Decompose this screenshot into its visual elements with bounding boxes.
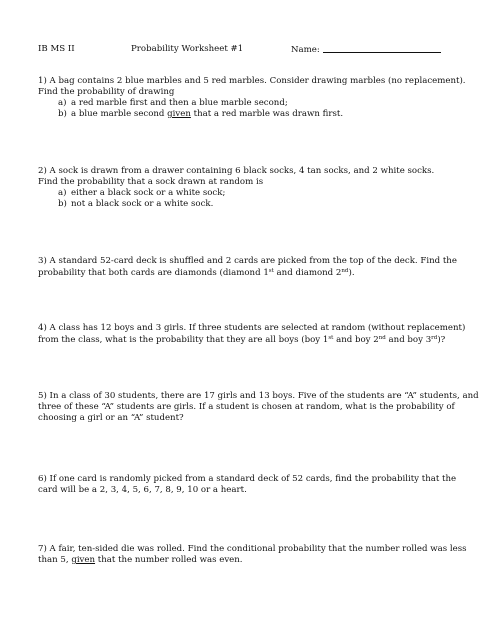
q4-superscript-rd: rd [431, 335, 438, 341]
q1-part-a-marker: a) [58, 98, 67, 108]
q4-text-d: )? [437, 335, 446, 345]
q1-line-1: 1) A bag contains 2 blue marbles and 5 red marbles. Consider drawing marbles (no replacement). [38, 76, 466, 86]
q5-line-2: three of these “A” students are girls. If a student is chosen at random, what is the probability of [38, 402, 455, 412]
q5-line-3: choosing a girl or an “A” student? [38, 413, 184, 423]
q2-line-1: 2) A sock is drawn from a drawer containing 6 black socks, 4 tan socks, and 2 white socks. [38, 166, 435, 176]
q7-line-2 [38, 555, 243, 566]
q6-line-1: 6) If one card is randomly picked from a standard deck of 52 cards, find the probability that the [38, 474, 457, 484]
q2-part-b [58, 199, 213, 210]
q2-part-a-text: either a black sock or a white sock; [71, 188, 226, 198]
q1-part-b [58, 109, 343, 120]
course-label: IB MS II [38, 44, 75, 54]
q2-part-b-text: not a black sock or a white sock. [71, 199, 214, 209]
q2-part-a [58, 188, 225, 199]
q4-line-2 [38, 335, 445, 346]
worksheet-title: Probability Worksheet #1 [131, 44, 244, 54]
q4-text-b: and boy 2 [333, 335, 379, 345]
q4-text-a: from the class, what is the probability that they are all boys (boy 1 [38, 335, 329, 345]
q1-part-b-marker: b) [58, 109, 67, 119]
name-blank-line [323, 44, 441, 53]
q2-part-b-marker: b) [58, 199, 67, 209]
q5-line-1: 5) In a class of 30 students, there are 17 girls and 13 boys. Five of the students are “A” students, and [38, 391, 479, 401]
q4-superscript-st: st [328, 335, 334, 341]
q7-line-1: 7) A fair, ten-sided die was rolled. Find the conditional probability that the number rolled was less [38, 544, 467, 554]
q4-line-1: 4) A class has 12 boys and 3 girls. If three students are selected at random (without replacement) [38, 323, 466, 333]
q3-text-c: ). [348, 268, 355, 278]
q3-text-b: and diamond 2 [273, 268, 342, 278]
q4-superscript-nd: nd [378, 335, 386, 341]
q7-text-end: that the number rolled was even. [95, 555, 243, 565]
q3-line-2 [38, 268, 355, 279]
q1-part-a [58, 98, 288, 109]
name-label: Name: [291, 45, 320, 55]
q2-line-2: Find the probability that a sock drawn at random is [38, 177, 264, 187]
q4-text-c: and boy 3 [385, 335, 432, 345]
q2-part-a-marker: a) [58, 188, 67, 198]
q6-line-2: card will be a 2, 3, 4, 5, 6, 7, 8, 9, 10 or a heart. [38, 485, 247, 495]
q1-line-2: Find the probability of drawing [38, 87, 175, 97]
q1-part-a-text: a red marble first and then a blue marble second; [71, 98, 288, 108]
q7-given-underlined: given [71, 555, 96, 565]
q1-part-b-text-start: a blue marble second [71, 109, 168, 119]
q3-text-a: probability that both cards are diamonds (diamond 1 [38, 268, 269, 278]
q3-line-1: 3) A standard 52-card deck is shuffled and 2 cards are picked from the top of the deck. Find the [38, 256, 457, 266]
name-field [291, 44, 441, 56]
q3-superscript-nd: nd [341, 268, 349, 274]
q1-given-underlined: given [167, 109, 191, 119]
q7-text-start: than 5, [38, 555, 72, 565]
q3-superscript-st: st [268, 268, 274, 274]
q1-part-b-text-end: that a red marble was drawn first. [190, 109, 344, 119]
